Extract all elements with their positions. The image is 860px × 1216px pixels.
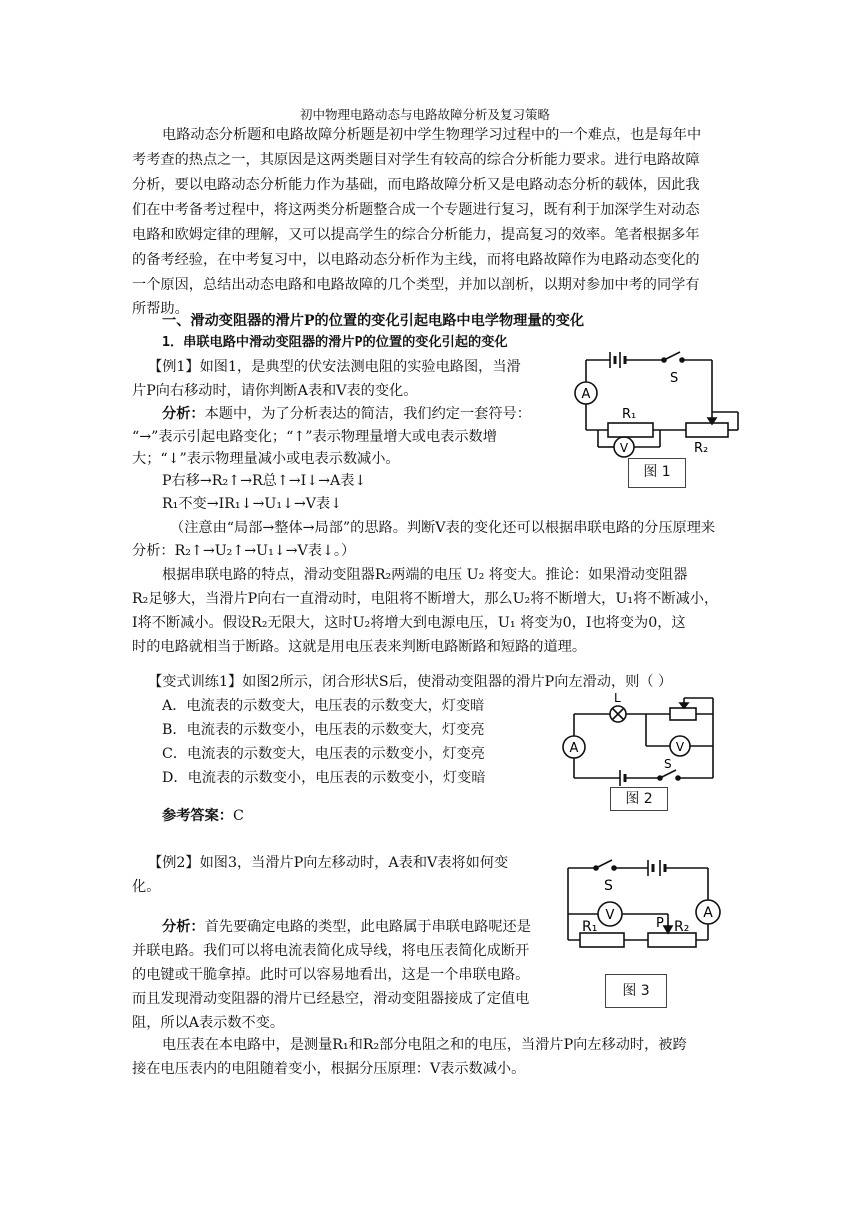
analysis-label: 分析：	[162, 406, 205, 422]
option-c: C．电流表的示数变大，电压表的示数变小，灯变亮	[162, 746, 485, 762]
option-b: B．电流表的示数变小，电压表的示数变大，灯变亮	[162, 722, 485, 738]
analysis-text: 首先要确定电路的类型，此电路属于串联电路呢还是	[204, 919, 531, 935]
option-a: A．电流表的示数变大，电压表的示数变大，灯变暗	[162, 698, 485, 714]
example1-analysis-line: “→”表示引起电路变化；“↑”表示物理量增大或电表示数增	[132, 429, 497, 445]
note-line: （注意由“局部→整体→局部”的思路。判断V表的变化还可以根据串联电路的分压原理来	[170, 520, 716, 536]
fig1-switch-label: S	[670, 371, 679, 386]
intro-line: 电路动态分析题和电路故障分析题是初中学生物理学习过程中的一个难点，也是每年中	[162, 127, 702, 143]
example2-analysis-line: 阻，所以A表示数不变。	[132, 1015, 285, 1031]
example1-line: 片P向右移动时，请你判断A表和V表的变化。	[132, 383, 418, 399]
example1-analysis-line: 大；“↓”表示物理量减小或电表示数减小。	[132, 451, 400, 467]
example2-analysis-line: 的电键或干脆拿掉。此时可以容易地看出，这是一个串联电路。	[132, 967, 530, 983]
inference-line: I将不断减小。假设R₂无限大，这时U₂将增大到电源电压，U₁ 将变为0，I也将变为0，这	[132, 615, 686, 631]
fig3-switch-label: S	[604, 878, 613, 894]
reference-answer	[162, 806, 244, 826]
example2-line: 化。	[132, 879, 161, 895]
inference-line: 时的电路就相当于断路。这就是用电压表来判断电路断路和短路的道理。	[132, 639, 587, 655]
exercise1-stem: 【变式训练1】如图2所示，闭合形状S后，使滑动变阻器的滑片P向左滑动，则（ ）	[148, 674, 673, 690]
intro-line: 分析，要以电路动态分析能力作为基础，而电路故障分析又是电路动态分析的载体，因此我	[132, 177, 700, 193]
fig1-voltmeter-label: V	[619, 441, 629, 455]
inference-line: 根据串联电路的特点，滑动变阻器R₂两端的电压 U₂ 将变大。推论：如果滑动变阻器	[162, 567, 688, 583]
fig3-voltmeter-label: V	[605, 908, 615, 923]
final-line: 电压表在本电路中，是测量R₁和R₂部分电阻之和的电压，当滑片P向左移动时，被跨	[162, 1037, 687, 1053]
figure-2-circuit	[558, 690, 736, 792]
reasoning-chain: R₁不变→IR₁↓→U₁↓→V表↓	[162, 496, 343, 512]
intro-line: 一个原因，总结出动态电路和电路故障的几个类型，并加以剖析，以期对参加中考的同学有	[132, 277, 700, 293]
example2-line: 【例2】如图3，当滑片P向左移动时，A表和V表将如何变	[148, 855, 509, 871]
fig2-lamp-label: L	[614, 691, 621, 705]
fig3-slider-label: P	[656, 916, 664, 931]
figure-3-circuit	[560, 848, 732, 948]
analysis-text: 本题中，为了分析表达的简洁，我们约定一套符号：	[204, 406, 531, 422]
figure-1-caption: 图 1	[628, 458, 686, 488]
fig1-r1-label: R₁	[622, 407, 637, 422]
subsection-heading: 1．串联电路中滑动变阻器的滑片P的位置的变化引起的变化	[162, 335, 508, 350]
answer-label: 参考答案：	[162, 808, 233, 824]
fig1-ammeter-label: A	[581, 387, 591, 402]
final-line: 接在电压表内的电阻随着变小，根据分压原理：V表示数减小。	[132, 1061, 526, 1077]
option-d: D．电流表的示数变小，电压表的示数变小，灯变暗	[162, 770, 486, 786]
figure-3-caption: 图 3	[605, 974, 667, 1008]
figure-2-caption: 图 2	[610, 787, 668, 811]
fig1-r2-label: R₂	[694, 441, 709, 456]
inference-line: R₂足够大，当滑片P向右一直滑动时，电阻将不断增大，那么U₂将不断增大，U₁将不断减小，	[132, 591, 719, 607]
fig3-r2-label: R₂	[674, 919, 690, 935]
example2-analysis-line: 并联电路。我们可以将电流表简化成导线，将电压表简化成断开	[132, 943, 530, 959]
fig2-switch-label: S	[664, 757, 672, 771]
fig2-ammeter-label: A	[569, 741, 579, 756]
intro-line: 考考查的热点之一，其原因是这两类题目对学生有较高的综合分析能力要求。进行电路故障	[132, 152, 700, 168]
intro-line: 的备考经验，在中考复习中，以电路动态分析作为主线，而将电路故障作为电路动态变化的	[132, 252, 700, 268]
example1-analysis	[162, 404, 531, 424]
fig3-r1-label: R₁	[582, 919, 598, 935]
reasoning-chain: P右移→R₂↑→R总↑→I↓→A表↓	[162, 473, 367, 489]
figure-1-circuit	[574, 350, 744, 465]
intro-line: 们在中考备考过程中，将这两类分析题整合成一个专题进行复习，既有利于加深学生对动态	[132, 202, 700, 218]
note-line: 分析：R₂↑→U₂↑→U₁↓→V表↓。）	[132, 543, 356, 559]
fig2-voltmeter-label: V	[675, 740, 685, 754]
intro-line: 所帮助。	[132, 301, 189, 317]
fig3-ammeter-label: A	[703, 905, 713, 921]
analysis-label: 分析：	[162, 919, 205, 935]
example2-analysis	[162, 917, 531, 937]
intro-line: 电路和欧姆定律的理解，又可以提高学生的综合分析能力，提高复习的效率。笔者根据多年	[132, 227, 700, 243]
section-heading: 一、滑动变阻器的滑片P的位置的变化引起电路中电学物理量的变化	[162, 313, 585, 329]
example1-line: 【例1】如图1，是典型的伏安法测电阻的实验电路图，当滑	[148, 359, 521, 375]
example2-analysis-line: 而且发现滑动变阻器的滑片已经悬空，滑动变阻器接成了定值电	[132, 991, 530, 1007]
document-title: 初中物理电路动态与电路故障分析及复习策略	[300, 107, 551, 122]
answer-value: C	[232, 808, 244, 824]
